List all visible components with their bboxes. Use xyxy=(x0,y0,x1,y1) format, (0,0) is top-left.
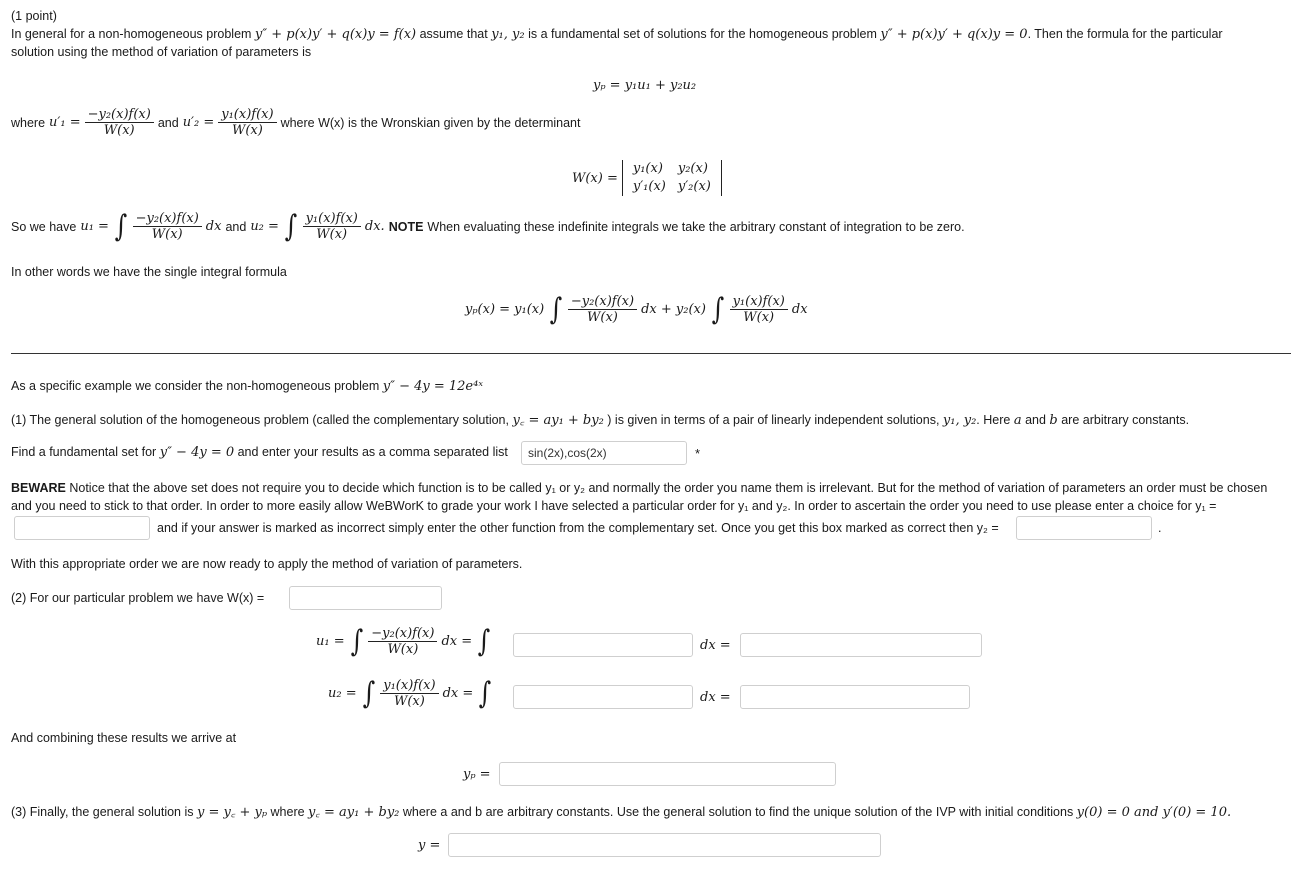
required-asterisk: * xyxy=(695,446,701,461)
in-other-words: In other words we have the single integral formula xyxy=(11,265,287,279)
and-label: and xyxy=(157,115,179,130)
y2-input[interactable] xyxy=(1016,516,1152,540)
fraction-denominator: W(x) xyxy=(316,227,348,242)
integral-sign: ∫ xyxy=(362,675,375,711)
fraction-numerator: y₁(x)f(x) xyxy=(218,107,276,123)
part3-text-c: where a and b are arbitrary constants. Use the general solution to find the unique solution of the IVP with initial conditions xyxy=(402,805,1074,819)
beware-label: BEWARE xyxy=(11,481,66,495)
single-mid: dx + y₂(x) xyxy=(641,302,706,317)
part1-equation: y꜀ = ay₁ + by₂ xyxy=(512,413,604,428)
yp-definition: yₚ = y₁u₁ + y₂u₂ xyxy=(593,78,697,93)
part1-vars: y₁, y₂ xyxy=(942,413,977,428)
intro-text-d: . Then the formula for the particular xyxy=(1027,27,1223,41)
note-text: When evaluating these indefinite integrals we take the arbitrary constant of integration to be zero. xyxy=(427,219,965,234)
fraction-denominator: W(x) xyxy=(393,694,425,709)
fraction-numerator: −y₂(x)f(x) xyxy=(568,294,637,310)
find-fundamental-set xyxy=(11,445,508,460)
fraction-numerator: y₁(x)f(x) xyxy=(730,294,788,310)
appropriate-order-text: With this appropriate order we are now ready to apply the method of variation of parameters. xyxy=(11,557,523,571)
fraction-numerator: y₁(x)f(x) xyxy=(380,678,438,694)
points-label: (1 point) xyxy=(11,9,57,23)
combining-text: And combining these results we arrive at xyxy=(11,731,237,745)
u1-integrand-input[interactable] xyxy=(513,633,693,657)
part3-text xyxy=(11,802,1231,820)
u1-integrand xyxy=(368,626,437,657)
intro-text-b: assume that xyxy=(419,27,488,41)
part1-text-b: ) is given in terms of a pair of linearly independent solutions, xyxy=(607,413,940,427)
note-label: NOTE xyxy=(388,219,424,234)
det-cell: y′₁(x) xyxy=(632,179,666,194)
fraction-denominator: W(x) xyxy=(387,642,419,657)
part2-label: (2) For our particular problem we have W(x) = xyxy=(11,591,265,605)
section-divider xyxy=(11,353,1291,354)
beware-text-1: Notice that the above set does not require you to decide which function is to be called y₁ or y₂ and normally the order you name them is irrelevant. But for the method of variation of parameters an order must be chosen xyxy=(69,481,1268,495)
beware-line-1 xyxy=(11,481,1267,495)
yp-label: yₚ = xyxy=(463,767,491,782)
integral-sign: ∫ xyxy=(350,623,363,659)
u2-label: u₂ = xyxy=(250,219,279,234)
beware-line-3: and if your answer is marked as incorrect simply enter the other function from the complementary set. Once you get this box marked as correct then y₂ = xyxy=(157,521,999,535)
fraction-denominator: W(x) xyxy=(231,123,263,138)
example-intro-text: As a specific example we consider the non-homogeneous problem xyxy=(11,379,380,393)
fraction-numerator: −y₂(x)f(x) xyxy=(368,626,437,642)
u2-result-input[interactable] xyxy=(740,685,970,709)
intro-equation-2: y″ + p(x)y′ + q(x)y = 0 xyxy=(880,27,1028,42)
where-label: where xyxy=(11,115,46,130)
wronskian-text: where W(x) is the Wronskian given by the determinant xyxy=(280,115,581,130)
find-text-b: and enter your results as a comma separated list xyxy=(237,445,508,459)
integral-formulas xyxy=(11,208,965,244)
wronskian-lhs: W(x) = xyxy=(572,170,618,186)
y1-input[interactable] xyxy=(14,516,150,540)
single-lhs: yₚ(x) = y₁(x) xyxy=(465,302,545,317)
u1-label: u₁ = xyxy=(316,634,345,649)
dx-equals: dx = xyxy=(441,634,473,649)
beware-line-2: and you need to stick to that order. In order to more easily allow WeBWorK to grade your work I have selected a particular order for y₁ and y₂. In order to ascertain the order you need to use please enter a choice for y₁ = xyxy=(11,499,1217,513)
y-solution-input[interactable] xyxy=(448,833,881,857)
fraction-numerator: −y₂(x)f(x) xyxy=(133,211,202,227)
u1-integral-row xyxy=(316,623,492,659)
dx-label: dx xyxy=(205,219,222,234)
example-equation: y″ − 4y = 12e⁴ˣ xyxy=(382,379,483,394)
u2-integral-row xyxy=(328,675,493,711)
single-end: dx xyxy=(791,302,808,317)
dx-label: dx. xyxy=(364,219,385,234)
u1-prime-fraction xyxy=(85,107,154,138)
single-integral-formula xyxy=(465,291,808,327)
fraction-numerator: y₁(x)f(x) xyxy=(303,211,361,227)
integral-sign: ∫ xyxy=(478,675,492,711)
fraction-denominator: W(x) xyxy=(151,227,183,242)
and-label: and xyxy=(1025,413,1046,427)
initial-conditions: y(0) = 0 and y′(0) = 10. xyxy=(1076,805,1232,820)
integral-sign: ∫ xyxy=(284,208,297,244)
part3-text-a: (3) Finally, the general solution is xyxy=(11,805,194,819)
u2-prime-label: u′₂ = xyxy=(182,115,215,130)
integral-sign: ∫ xyxy=(549,291,563,327)
determinant-matrix xyxy=(622,160,722,196)
u1-label: u₁ = xyxy=(80,219,109,234)
u1-integrand xyxy=(133,211,202,242)
intro-equation: y″ + p(x)y′ + q(x)y = f(x) xyxy=(254,27,417,42)
and-label: and xyxy=(225,219,247,234)
integral-sign: ∫ xyxy=(114,208,128,244)
u1-result-input[interactable] xyxy=(740,633,982,657)
intro-line-1 xyxy=(11,27,1223,42)
u-prime-formulas xyxy=(11,107,580,138)
wronskian-input[interactable] xyxy=(289,586,442,610)
intro-text-a: In general for a non-homogeneous problem xyxy=(11,27,252,41)
part1-text xyxy=(11,410,1189,428)
part3-equation-2: y꜀ = ay₁ + by₂ xyxy=(308,805,400,820)
intro-vars: y₁, y₂ xyxy=(491,27,525,42)
dx-equals: dx = xyxy=(700,638,731,653)
find-equation: y″ − 4y = 0 xyxy=(159,445,235,460)
det-cell: y′₂(x) xyxy=(677,179,711,194)
single-fraction-1 xyxy=(568,294,637,325)
intro-text-c: is a fundamental set of solutions for the homogeneous problem xyxy=(528,27,877,41)
fraction-denominator: W(x) xyxy=(103,123,135,138)
var-b: b xyxy=(1049,413,1058,428)
part1-text-c: . Here xyxy=(976,413,1011,427)
so-we-have-label: So we have xyxy=(11,219,77,234)
integral-sign: ∫ xyxy=(711,291,724,327)
dx-equals: dx = xyxy=(442,686,474,701)
u2-integrand xyxy=(303,211,361,242)
fraction-numerator: −y₂(x)f(x) xyxy=(85,107,154,123)
u2-prime-fraction xyxy=(218,107,276,138)
beware-period: . xyxy=(1158,521,1162,535)
var-a: a xyxy=(1013,413,1022,428)
integral-sign: ∫ xyxy=(477,623,491,659)
fraction-denominator: W(x) xyxy=(743,310,775,325)
u1-prime-label: u′₁ = xyxy=(49,115,81,130)
fundamental-set-input[interactable] xyxy=(521,441,687,465)
example-intro xyxy=(11,379,483,394)
part3-text-b: where xyxy=(270,805,305,819)
single-fraction-2 xyxy=(730,294,788,325)
u2-label: u₂ = xyxy=(328,686,357,701)
find-text-a: Find a fundamental set for xyxy=(11,445,157,459)
part1-text-d: are arbitrary constants. xyxy=(1061,413,1190,427)
dx-equals: dx = xyxy=(700,690,731,705)
yp-input[interactable] xyxy=(499,762,836,786)
fraction-denominator: W(x) xyxy=(587,310,618,325)
y-label: y = xyxy=(418,838,441,853)
det-cell: y₂(x) xyxy=(677,161,708,176)
part3-equation: y = y꜀ + yₚ xyxy=(196,805,268,820)
intro-line-2: solution using the method of variation of parameters is xyxy=(11,45,312,59)
wronskian-determinant xyxy=(572,160,722,196)
part1-text-a: (1) The general solution of the homogeneous problem (called the complementary solution, xyxy=(11,413,509,427)
det-cell: y₁(x) xyxy=(632,161,663,176)
u2-integrand xyxy=(380,678,438,709)
u2-integrand-input[interactable] xyxy=(513,685,693,709)
